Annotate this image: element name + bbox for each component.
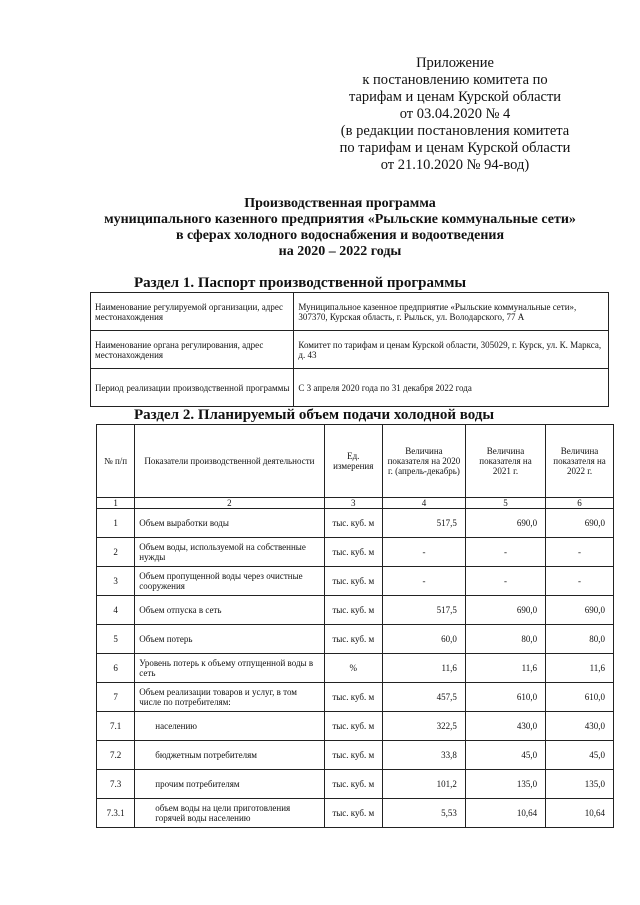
- column-number: 5: [465, 498, 545, 509]
- row-value-2022: 11,6: [546, 654, 614, 683]
- row-value-2021: 11,6: [465, 654, 545, 683]
- row-value-2020: 101,2: [382, 770, 465, 799]
- table-row: [97, 596, 614, 625]
- row-value-2022: 610,0: [546, 683, 614, 712]
- table-row: [97, 683, 614, 712]
- passport-value: Муниципальное казенное предприятие «Рыльские коммунальные сети», 307370, Курская область, г. Рыльск, ул. Володарского, 77 А: [294, 293, 609, 331]
- row-value-2021: 10,64: [465, 799, 545, 828]
- row-no: 7.3: [97, 770, 135, 799]
- title-line: в сферах холодного водоснабжения и водоотведения: [175, 228, 505, 243]
- row-value-2020: 322,5: [382, 712, 465, 741]
- header-unit: Ед. измерения: [324, 425, 382, 498]
- column-number: 4: [382, 498, 465, 509]
- row-indicator: Объем потерь: [135, 625, 324, 654]
- column-number: 2: [135, 498, 324, 509]
- appendix-line: тарифам и ценам Курской области: [348, 89, 562, 105]
- row-value-2022: 135,0: [546, 770, 614, 799]
- row-value-2021: 80,0: [465, 625, 545, 654]
- column-number: 6: [546, 498, 614, 509]
- row-value-2021: -: [465, 567, 545, 596]
- header-no: № п/п: [97, 425, 135, 498]
- table-row: [91, 331, 609, 369]
- section2-heading: Раздел 2. Планируемый объем подачи холодной воды: [134, 407, 495, 423]
- row-value-2022: -: [546, 538, 614, 567]
- row-no: 1: [97, 509, 135, 538]
- row-indicator: Объем реализации товаров и услуг, в том числе по потребителям:: [135, 683, 324, 712]
- row-no: 5: [97, 625, 135, 654]
- passport-label: Наименование органа регулирования, адрес местонахождения: [91, 331, 294, 369]
- table-row: [97, 770, 614, 799]
- appendix-line: по тарифам и ценам Курской области: [339, 140, 571, 156]
- row-value-2020: 33,8: [382, 741, 465, 770]
- table-row: [97, 799, 614, 828]
- row-value-2020: -: [382, 538, 465, 567]
- passport-label: Период реализации производственной программы: [91, 369, 294, 407]
- row-no: 7: [97, 683, 135, 712]
- title-line: на 2020 – 2022 годы: [278, 244, 402, 259]
- row-indicator: Объем отпуска в сеть: [135, 596, 324, 625]
- table-row: [91, 293, 609, 331]
- row-value-2020: 517,5: [382, 509, 465, 538]
- row-no: 3: [97, 567, 135, 596]
- row-indicator: Объем воды, используемой на собственные нужды: [135, 538, 324, 567]
- row-indicator: объем воды на цели приготовления горячей воды населению: [135, 799, 324, 828]
- table-row: [97, 538, 614, 567]
- row-indicator: Объем выработки воды: [135, 509, 324, 538]
- row-value-2022: 690,0: [546, 596, 614, 625]
- row-unit: тыс. куб. м: [324, 770, 382, 799]
- row-unit: тыс. куб. м: [324, 741, 382, 770]
- passport-table: [90, 292, 609, 407]
- title-line: Производственная программа: [244, 196, 436, 211]
- volume-table: [96, 424, 614, 828]
- header-2020: Величина показателя на 2020 г. (апрель-декабрь): [382, 425, 465, 498]
- row-unit: тыс. куб. м: [324, 538, 382, 567]
- row-value-2021: 690,0: [465, 596, 545, 625]
- appendix-line: Приложение: [416, 55, 494, 71]
- row-value-2022: 80,0: [546, 625, 614, 654]
- row-value-2022: -: [546, 567, 614, 596]
- appendix-line: к постановлению комитета по: [362, 72, 548, 88]
- row-value-2021: 45,0: [465, 741, 545, 770]
- table-row: [97, 741, 614, 770]
- row-no: 7.3.1: [97, 799, 135, 828]
- passport-label: Наименование регулируемой организации, адрес местонахождения: [91, 293, 294, 331]
- table-row: [97, 567, 614, 596]
- row-indicator: населению: [135, 712, 324, 741]
- table-row: [97, 712, 614, 741]
- row-unit: тыс. куб. м: [324, 799, 382, 828]
- row-unit: тыс. куб. м: [324, 509, 382, 538]
- row-value-2020: 11,6: [382, 654, 465, 683]
- header-2021: Величина показателя на 2021 г.: [465, 425, 545, 498]
- table-row: [91, 369, 609, 407]
- appendix-line: (в редакции постановления комитета: [340, 123, 570, 139]
- row-unit: тыс. куб. м: [324, 625, 382, 654]
- column-number-row: [97, 498, 614, 509]
- row-value-2020: 5,53: [382, 799, 465, 828]
- row-value-2020: -: [382, 567, 465, 596]
- table-row: [97, 654, 614, 683]
- row-no: 7.1: [97, 712, 135, 741]
- title-line: муниципального казенного предприятия «Рыльские коммунальные сети»: [104, 212, 576, 227]
- appendix-line: от 03.04.2020 № 4: [399, 106, 511, 122]
- column-number: 1: [97, 498, 135, 509]
- table-header-row: [97, 425, 614, 498]
- section1-heading: Раздел 1. Паспорт производственной программы: [134, 275, 467, 291]
- header-indicator: Показатели производственной деятельности: [135, 425, 324, 498]
- table-row: [97, 625, 614, 654]
- row-value-2020: 60,0: [382, 625, 465, 654]
- row-no: 6: [97, 654, 135, 683]
- row-value-2021: 135,0: [465, 770, 545, 799]
- row-value-2022: 690,0: [546, 509, 614, 538]
- row-value-2021: -: [465, 538, 545, 567]
- column-number: 3: [324, 498, 382, 509]
- appendix-block: [300, 55, 610, 174]
- row-indicator: бюджетным потребителям: [135, 741, 324, 770]
- header-2022: Величина показателя на 2022 г.: [546, 425, 614, 498]
- row-value-2022: 430,0: [546, 712, 614, 741]
- row-value-2021: 610,0: [465, 683, 545, 712]
- row-unit: %: [324, 654, 382, 683]
- row-value-2022: 10,64: [546, 799, 614, 828]
- passport-value: С 3 апреля 2020 года по 31 декабря 2022 года: [294, 369, 609, 407]
- row-unit: тыс. куб. м: [324, 596, 382, 625]
- passport-value: Комитет по тарифам и ценам Курской области, 305029, г. Курск, ул. К. Маркса, д. 43: [294, 331, 609, 369]
- row-value-2021: 430,0: [465, 712, 545, 741]
- row-unit: тыс. куб. м: [324, 567, 382, 596]
- document-title: [60, 196, 620, 260]
- row-value-2021: 690,0: [465, 509, 545, 538]
- row-no: 2: [97, 538, 135, 567]
- row-value-2022: 45,0: [546, 741, 614, 770]
- row-value-2020: 517,5: [382, 596, 465, 625]
- row-indicator: прочим потребителям: [135, 770, 324, 799]
- appendix-line: от 21.10.2020 № 94-вод): [380, 157, 530, 173]
- row-indicator: Объем пропущенной воды через очистные сооружения: [135, 567, 324, 596]
- row-value-2020: 457,5: [382, 683, 465, 712]
- row-indicator: Уровень потерь к объему отпущенной воды в сеть: [135, 654, 324, 683]
- table-row: [97, 509, 614, 538]
- row-unit: тыс. куб. м: [324, 683, 382, 712]
- row-no: 4: [97, 596, 135, 625]
- row-no: 7.2: [97, 741, 135, 770]
- row-unit: тыс. куб. м: [324, 712, 382, 741]
